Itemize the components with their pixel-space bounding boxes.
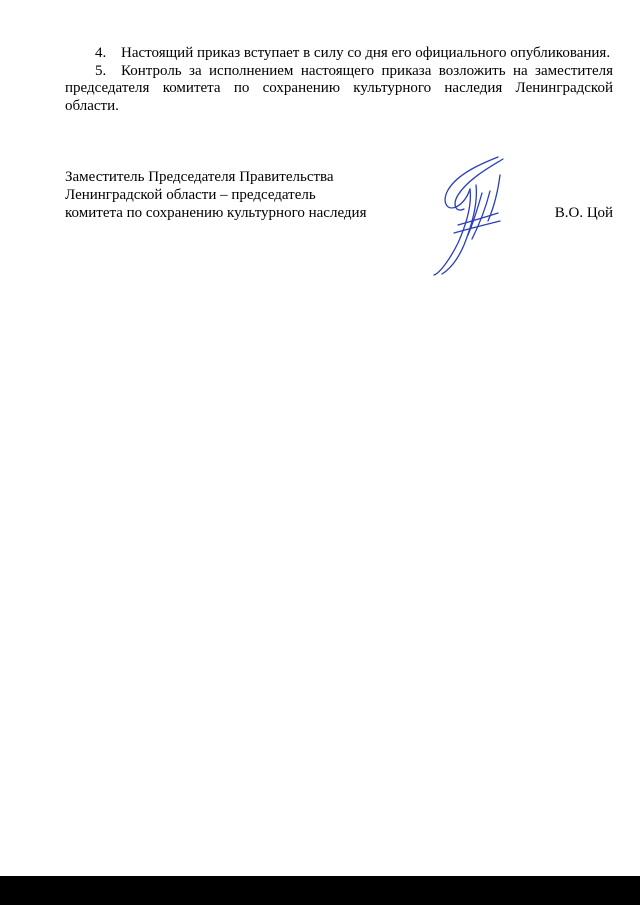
paragraph-5 [65, 63, 613, 116]
order-body [65, 45, 613, 115]
signature-strokes [434, 157, 503, 275]
signatory-position-line: Ленинградской области – председатель [65, 187, 316, 203]
paragraph-text: Настоящий приказ вступает в силу со дня его официального опубликования. [121, 45, 611, 61]
scan-edge-band [0, 876, 640, 905]
signatory-position-line: Заместитель Председателя Правительства [65, 169, 334, 185]
signature-block [65, 168, 613, 222]
paragraph-number: 5. [95, 62, 107, 79]
paragraph-number: 4. [95, 45, 107, 61]
paragraph-4 [65, 45, 613, 63]
signatory-position-line: комитета по сохранению культурного наследия [65, 205, 367, 221]
signatory-name: В.О. Цой [554, 205, 613, 221]
handwritten-signature [428, 155, 528, 280]
paragraph-text: Контроль за исполнением настоящего приказа возложить на заместителя председателя комитета по сохранению культурного наследия Ленинградской области. [65, 62, 613, 114]
